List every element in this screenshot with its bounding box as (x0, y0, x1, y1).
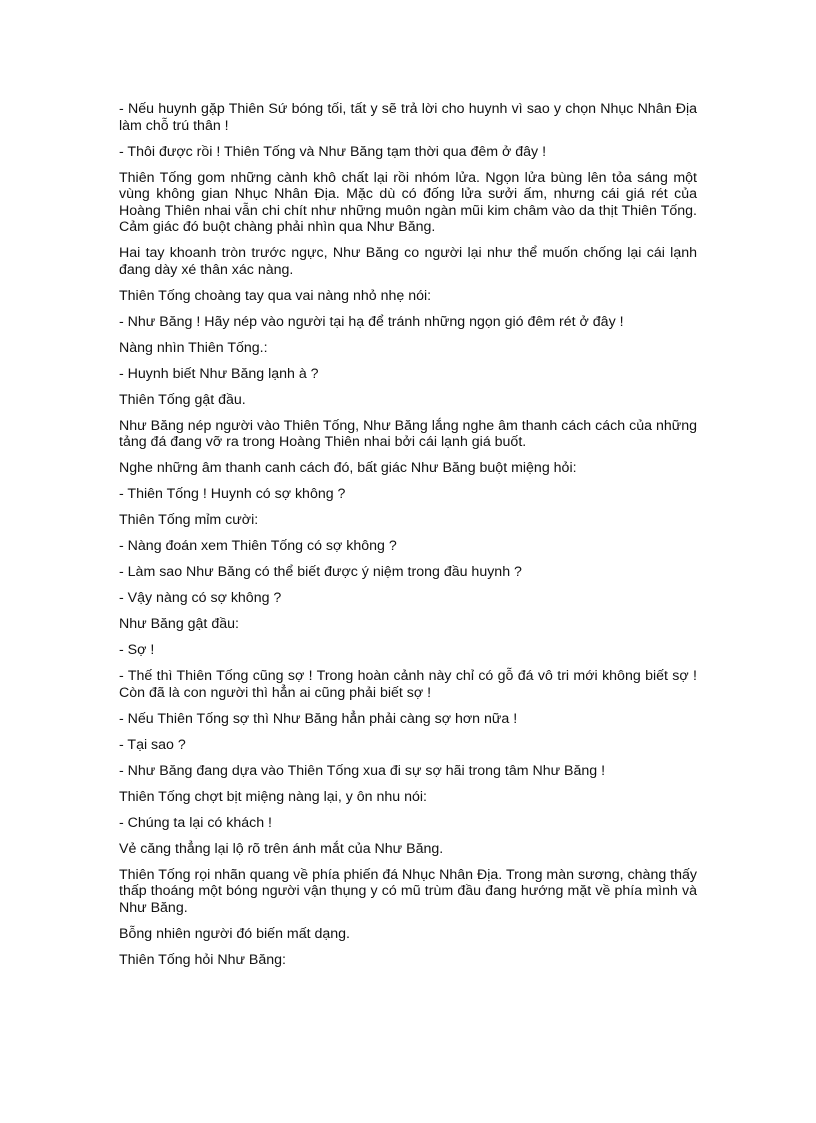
paragraph: - Nàng đoán xem Thiên Tống có sợ không ? (119, 538, 397, 555)
document-page (119, 101, 697, 978)
paragraph: - Thôi được rồi ! Thiên Tống và Như Băng tạm thời qua đêm ở đây ! (119, 143, 547, 160)
paragraph: - Chúng ta lại có khách ! (119, 814, 272, 831)
paragraph: - Nếu Thiên Tống sợ thì Như Băng hẳn phải càng sợ hơn nữa ! (119, 710, 518, 727)
paragraph: - Nếu huynh gặp Thiên Sứ bóng tối, tất y sẽ trả lời cho huynh vì sao y chọn Nhục Nhân Địa làm chỗ trú thân ! (119, 101, 697, 134)
paragraph: Bỗng nhiên người đó biến mất dạng. (119, 925, 350, 942)
paragraph: Nàng nhìn Thiên Tống.: (119, 339, 268, 356)
paragraph: - Như Băng ! Hãy nép vào người tại hạ để tránh những ngọn gió đêm rét ở đây ! (119, 313, 624, 330)
paragraph: - Như Băng đang dựa vào Thiên Tống xua đi sự sợ hãi trong tâm Như Băng ! (119, 762, 606, 779)
paragraph: Như Băng gật đầu: (119, 616, 239, 633)
paragraph: Thiên Tống chợt bịt miệng nàng lại, y ôn nhu nói: (119, 788, 427, 805)
paragraph: Nghe những âm thanh canh cách đó, bất giác Như Băng buột miệng hỏi: (119, 460, 577, 477)
paragraph: - Tại sao ? (119, 736, 186, 753)
paragraph: Thiên Tống gom những cành khô chất lại rồi nhóm lửa. Ngọn lửa bùng lên tỏa sáng một vùng không gian Nhục Nhân Địa. Mặc dù có đống lửa sưởi ấm, nhưng cái giá rét của Hoàng Thiên nhai vẫn chi chít như những muôn ngàn mũi kim châm vào da thịt Thiên Tống. Cảm giác đó buột chàng phải nhìn qua Như Băng. (119, 169, 697, 236)
paragraph: - Huynh biết Như Băng lạnh à ? (119, 365, 319, 382)
paragraph: Vẻ căng thẳng lại lộ rõ trên ánh mắt của Như Băng. (119, 840, 444, 857)
paragraph: - Làm sao Như Băng có thể biết được ý niệm trong đầu huynh ? (119, 564, 522, 581)
paragraph: - Vậy nàng có sợ không ? (119, 590, 282, 607)
paragraph: - Thế thì Thiên Tống cũng sợ ! Trong hoàn cảnh này chỉ có gỗ đá vô tri mới không biết sợ ! Còn đã là con người thì hẳn ai cũng phải biết sợ ! (119, 668, 697, 701)
paragraph: Hai tay khoanh tròn trước ngực, Như Băng co người lại như thể muốn chống lại cái lạnh đang dày xé thân xác nàng. (119, 245, 697, 278)
paragraph: Thiên Tống choàng tay qua vai nàng nhỏ nhẹ nói: (119, 287, 432, 304)
paragraph: Thiên Tống gật đầu. (119, 391, 246, 408)
paragraph: Thiên Tống rọi nhãn quang về phía phiến đá Nhục Nhân Địa. Trong màn sương, chàng thấy thấp thoáng một bóng người vận thụng y có mũ trùm đầu đang hướng mặt về phía mình và Như Băng. (119, 866, 697, 916)
paragraph: Như Băng nép người vào Thiên Tống, Như Băng lắng nghe âm thanh cách cách của những tảng đá đang vỡ ra trong Hoàng Thiên nhai bởi cái lạnh giá buốt. (119, 417, 697, 451)
paragraph: - Thiên Tống ! Huynh có sợ không ? (119, 486, 346, 503)
paragraph: Thiên Tống mỉm cười: (119, 512, 259, 529)
paragraph: Thiên Tống hỏi Như Băng: (119, 951, 286, 968)
paragraph: - Sợ ! (119, 642, 155, 659)
